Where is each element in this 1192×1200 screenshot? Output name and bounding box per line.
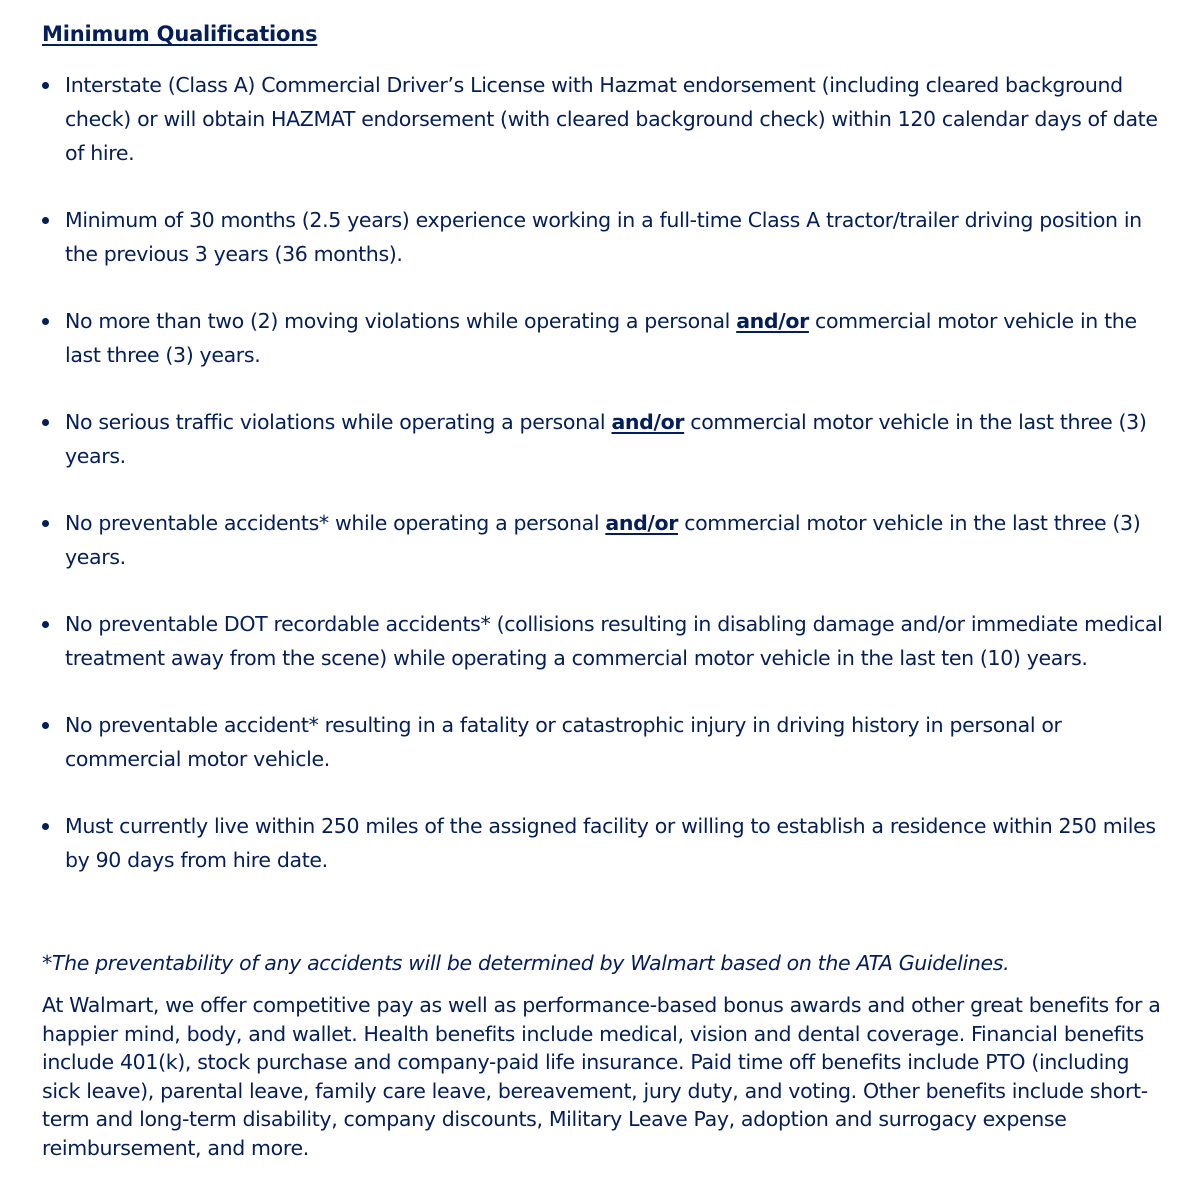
bullet-icon	[42, 722, 49, 729]
list-item	[42, 304, 1167, 372]
qualification-text: Minimum of 30 months (2.5 years) experience working in a full-time Class A tractor/trailer driving position in the previous 3 years (36 months).	[65, 208, 1142, 266]
qualification-text: No more than two (2) moving violations while operating a personal	[65, 309, 737, 333]
benefits-paragraph: At Walmart, we offer competitive pay as well as performance-based bonus awards and other great benefits for a happier mind, body, and wallet. Health benefits include medical, vision and dental coverage. Financial benefits include 401(k), stock purchase and company-paid life insurance. Paid time off benefits include PTO (including sick leave), parental leave, family care leave, bereavement, jury duty, and voting. Other benefits include short-term and long-term disability, company discounts, Military Leave Pay, adoption and surrogacy expense reimbursement, and more.	[42, 993, 1161, 1160]
qualification-text-continued: commercial motor vehicle in the last three (3) years.	[65, 511, 1141, 569]
list-item	[42, 708, 1167, 776]
qualification-text: Must currently live within 250 miles of the assigned facility or willing to establish a residence within 250 miles by 90 days from hire date.	[65, 814, 1156, 872]
qualification-text: No preventable accidents* while operating a personal	[65, 511, 606, 535]
list-item	[42, 607, 1167, 675]
qualification-text: No preventable accident* resulting in a fatality or catastrophic injury in driving history in personal or commercial motor vehicle.	[65, 713, 1062, 771]
emphasis-and-or: and/or	[611, 410, 685, 434]
list-item	[42, 68, 1167, 170]
list-item	[42, 506, 1167, 574]
bullet-icon	[42, 82, 49, 89]
bullet-icon	[42, 520, 49, 527]
qualification-text: Interstate (Class A) Commercial Driver’s License with Hazmat endorsement (including cleared background check) or will obtain HAZMAT endorsement (with cleared background check) within 120 calendar days of date of hire.	[65, 73, 1158, 165]
qualification-text: No serious traffic violations while operating a personal	[65, 410, 612, 434]
list-item	[42, 809, 1167, 877]
preventability-footnote: *The preventability of any accidents will be determined by Walmart based on the ATA Guidelines.	[42, 951, 1010, 975]
bullet-icon	[42, 823, 49, 830]
qualification-text-continued: commercial motor vehicle in the last three (3) years.	[65, 410, 1147, 468]
section-heading: Minimum Qualifications	[42, 22, 318, 46]
bullet-icon	[42, 217, 49, 224]
emphasis-and-or: and/or	[736, 309, 809, 333]
bullet-icon	[42, 419, 49, 426]
list-item	[42, 405, 1167, 473]
qualification-text: No preventable DOT recordable accidents* (collisions resulting in disabling damage and/or immediate medical treatment away from the scene) while operating a commercial motor vehicle in the last ten (10) years.	[65, 612, 1163, 670]
bullet-icon	[42, 318, 49, 325]
bullet-icon	[42, 621, 49, 628]
list-item	[42, 203, 1167, 271]
emphasis-and-or: and/or	[605, 511, 679, 535]
qualification-text-continued: commercial motor vehicle in the last three (3) years.	[65, 309, 1137, 367]
qualifications-list	[42, 68, 1167, 910]
